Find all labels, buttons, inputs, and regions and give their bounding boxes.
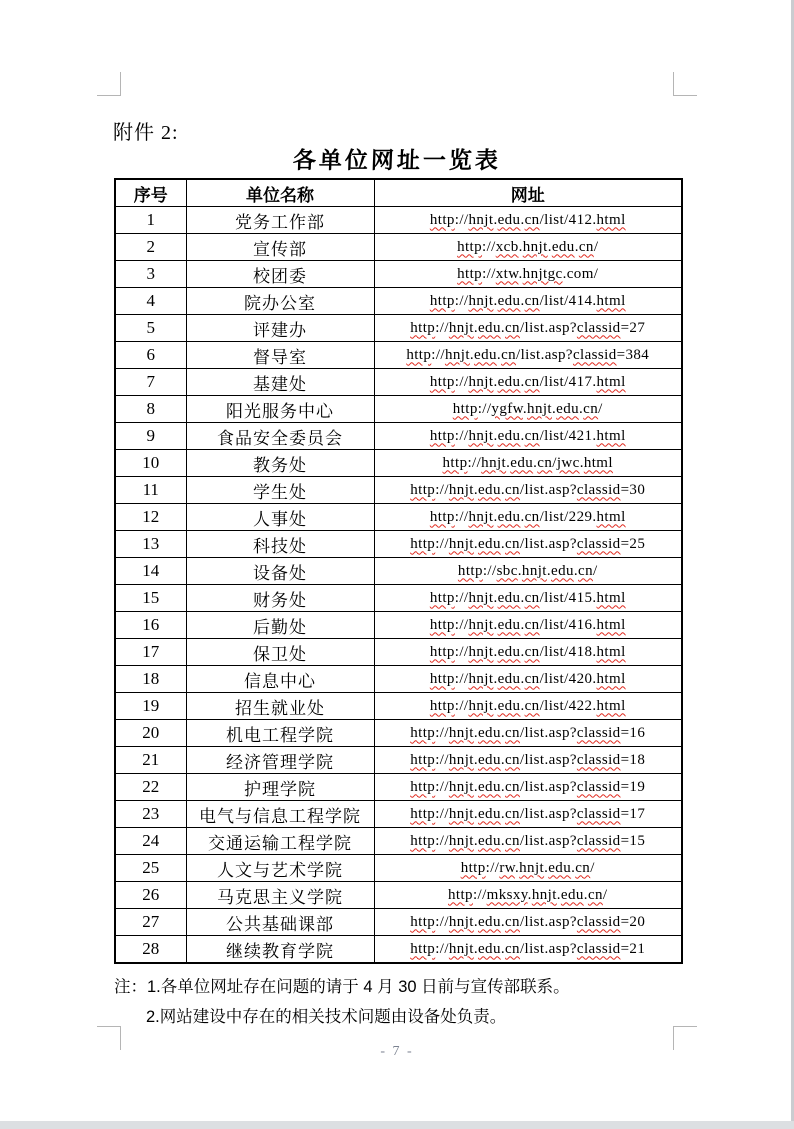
spellcheck-underline: hnjt [468,427,494,444]
unit-url-cell: http://hnjt.edu.cn/list.asp?classid=18 [374,747,682,774]
table-row [115,450,682,477]
row-number-cell: 2 [115,234,186,261]
row-number-cell: 15 [115,585,186,612]
table-row [115,585,682,612]
spellcheck-underline: cn [505,751,520,768]
unit-name-cell: 保卫处 [186,639,374,666]
spellcheck-underline: http [410,319,436,336]
column-header-url: 网址 [374,179,682,207]
column-header-index: 序号 [115,179,186,207]
spellcheck-underline: hnjt [519,859,545,876]
unit-name-cell: 经济管理学院 [186,747,374,774]
text-boundary-mark-top-left [97,72,121,96]
attachment-label: 附件 2: [113,122,179,144]
row-number-cell: 3 [115,261,186,288]
unit-url-cell: http://hnjt.edu.cn/list.asp?classid=20 [374,909,682,936]
table-row [115,504,682,531]
row-number-cell: 13 [115,531,186,558]
table-row [115,801,682,828]
unit-name-cell: 招生就业处 [186,693,374,720]
spellcheck-underline: html [596,508,626,525]
spellcheck-underline: http [429,292,455,309]
table-row [115,396,682,423]
unit-name-cell: 基建处 [186,369,374,396]
table-row [115,477,682,504]
table-row [115,909,682,936]
unit-url-cell: http://hnjt.edu.cn/list/229.html [374,504,682,531]
spellcheck-underline: hnjtgc [522,265,563,282]
unit-url-cell: http://xcb.hnjt.edu.cn/ [374,234,682,261]
spellcheck-underline: hnjt [468,670,494,687]
spellcheck-underline: hnjt [468,508,494,525]
spellcheck-underline: cn [505,535,520,552]
spellcheck-underline: edu [477,805,501,822]
unit-name-cell: 阳光服务中心 [186,396,374,423]
spellcheck-underline: http [410,778,436,795]
table-row [115,693,682,720]
spellcheck-underline: classid [576,832,621,849]
spellcheck-underline: cn [578,562,593,579]
spellcheck-underline: html [596,643,626,660]
note-line-2: 2.网站建设中存在的相关技术问题由设备处负责。 [146,1008,507,1026]
spellcheck-underline: classid [576,481,621,498]
unit-url-cell: http://hnjt.edu.cn/list.asp?classid=384 [374,342,682,369]
spellcheck-underline: cn [575,859,591,876]
spellcheck-underline: cn [505,319,520,336]
spellcheck-underline: cn [505,940,520,957]
spellcheck-underline: edu [497,697,521,714]
spellcheck-underline: http [457,265,483,282]
spellcheck-underline: edu [497,373,521,390]
spellcheck-underline: edu [548,859,572,876]
spellcheck-underline: classid [576,778,621,795]
row-number-cell: 19 [115,693,186,720]
table-row [115,207,682,234]
table-row [115,774,682,801]
spellcheck-underline: cn [537,454,553,471]
unit-url-cell: http://rw.hnjt.edu.cn/ [374,855,682,882]
spellcheck-underline: edu [497,211,521,228]
spellcheck-underline: html [583,454,613,471]
spellcheck-underline: hnjt [448,778,474,795]
spellcheck-underline: cn [501,346,517,363]
spellcheck-underline: html [596,427,626,444]
row-number-cell: 24 [115,828,186,855]
spellcheck-underline: cn [524,427,540,444]
spellcheck-underline: hnjt [468,292,494,309]
table-header-row [115,179,682,207]
spellcheck-underline: http [410,724,436,741]
unit-url-cell: http://mksxy.hnjt.edu.cn/ [374,882,682,909]
table-row [115,558,682,585]
spellcheck-underline: classid [576,319,621,336]
spellcheck-underline: cn [505,913,520,930]
spellcheck-underline: http [429,670,455,687]
spellcheck-underline: edu [497,589,521,606]
spellcheck-underline: classid [576,724,621,741]
unit-name-cell: 护理学院 [186,774,374,801]
spellcheck-underline: cn [524,670,540,687]
spellcheck-underline: xcb [495,238,519,255]
unit-name-cell: 学生处 [186,477,374,504]
spellcheck-underline: cn [524,616,540,633]
spellcheck-underline: edu [477,319,501,336]
spellcheck-underline: classid [572,346,617,363]
spellcheck-underline: sbc [496,562,518,579]
spellcheck-underline: http [410,481,436,498]
unit-url-cell: http://hnjt.edu.cn/list/418.html [374,639,682,666]
unit-name-cell: 党务工作部 [186,207,374,234]
unit-url-cell: http://hnjt.edu.cn/list.asp?classid=25 [374,531,682,558]
table-row [115,882,682,909]
row-number-cell: 21 [115,747,186,774]
spellcheck-underline: http [457,238,483,255]
unit-name-cell: 科技处 [186,531,374,558]
spellcheck-underline: hnjt [468,643,494,660]
spellcheck-underline: edu [497,616,521,633]
row-number-cell: 12 [115,504,186,531]
row-number-cell: 25 [115,855,186,882]
unit-name-cell: 校团委 [186,261,374,288]
spellcheck-underline: edu [497,427,521,444]
unit-name-cell: 信息中心 [186,666,374,693]
unit-url-cell: http://hnjt.edu.cn/list/414.html [374,288,682,315]
unit-url-cell: http://hnjt.edu.cn/list.asp?classid=17 [374,801,682,828]
spellcheck-underline: classid [576,913,621,930]
row-number-cell: 16 [115,612,186,639]
unit-name-cell: 机电工程学院 [186,720,374,747]
spellcheck-underline: hnjt [468,589,494,606]
row-number-cell: 9 [115,423,186,450]
unit-url-cell: http://hnjt.edu.cn/list/416.html [374,612,682,639]
spellcheck-underline: edu [560,886,584,903]
table-row [115,936,682,964]
spellcheck-underline: http [452,400,478,417]
spellcheck-underline: ygfw [491,400,523,417]
spellcheck-underline: html [596,211,626,228]
table-row [115,639,682,666]
spellcheck-underline: edu [477,832,501,849]
spellcheck-underline: hnjt [448,913,474,930]
unit-name-cell: 人文与艺术学院 [186,855,374,882]
spellcheck-underline: classid [576,805,621,822]
spellcheck-underline: mksxy [486,886,528,903]
unit-url-cell: http://hnjt.edu.cn/list/421.html [374,423,682,450]
spellcheck-underline: rw [499,859,515,876]
spellcheck-underline: hnjt [444,346,470,363]
unit-name-cell: 教务处 [186,450,374,477]
spellcheck-underline: hnjt [448,535,474,552]
table-row [115,234,682,261]
text-boundary-mark-top-right [673,72,697,96]
spellcheck-underline: hnjt [448,940,474,957]
spellcheck-underline: edu [477,751,501,768]
row-number-cell: 17 [115,639,186,666]
unit-name-cell: 财务处 [186,585,374,612]
spellcheck-underline: http [442,454,468,471]
unit-url-cell: http://hnjt.edu.cn/list.asp?classid=30 [374,477,682,504]
table-row [115,612,682,639]
unit-url-cell: http://hnjt.edu.cn/jwc.html [374,450,682,477]
unit-url-cell: http://hnjt.edu.cn/list/422.html [374,693,682,720]
unit-url-cell: http://hnjt.edu.cn/list.asp?classid=19 [374,774,682,801]
spellcheck-underline: edu [477,913,501,930]
spellcheck-underline: hnjt [521,562,547,579]
spellcheck-underline: edu [477,940,501,957]
unit-name-cell: 食品安全委员会 [186,423,374,450]
unit-name-cell: 人事处 [186,504,374,531]
spellcheck-underline: http [429,697,455,714]
table-row [115,261,682,288]
spellcheck-underline: html [596,616,626,633]
spellcheck-underline: html [596,373,626,390]
spellcheck-underline: cn [505,724,520,741]
spellcheck-underline: edu [497,508,521,525]
spellcheck-underline: cn [524,643,540,660]
row-number-cell: 7 [115,369,186,396]
spellcheck-underline: edu [551,238,575,255]
note-line-1: 注：1.各单位网址存在问题的请于 4 月 30 日前与宣传部联系。 [114,978,570,996]
table-row [115,315,682,342]
spellcheck-underline: cn [505,778,520,795]
page-number: - 7 - [380,1044,414,1059]
spellcheck-underline: cn [524,292,540,309]
table-row [115,531,682,558]
table-row [115,720,682,747]
spellcheck-underline: cn [578,238,594,255]
spellcheck-underline: edu [497,643,521,660]
spellcheck-underline: html [596,589,626,606]
spellcheck-underline: http [429,616,455,633]
spellcheck-underline: cn [524,211,540,228]
unit-url-cell: http://ygfw.hnjt.edu.cn/ [374,396,682,423]
spellcheck-underline: http [429,427,455,444]
row-number-cell: 4 [115,288,186,315]
unit-name-cell: 交通运输工程学院 [186,828,374,855]
row-number-cell: 23 [115,801,186,828]
spellcheck-underline: hnjt [448,805,474,822]
row-number-cell: 11 [115,477,186,504]
unit-name-cell: 继续教育学院 [186,936,374,964]
spellcheck-underline: http [410,913,436,930]
spellcheck-underline: edu [551,562,574,579]
row-number-cell: 8 [115,396,186,423]
row-number-cell: 10 [115,450,186,477]
spellcheck-underline: cn [524,697,540,714]
spellcheck-underline: http [429,589,455,606]
units-url-table [114,178,683,964]
unit-url-cell: http://hnjt.edu.cn/list/415.html [374,585,682,612]
spellcheck-underline: hnjt [522,238,548,255]
unit-name-cell: 评建办 [186,315,374,342]
spellcheck-underline: http [460,859,486,876]
table-row [115,855,682,882]
table-row [115,828,682,855]
unit-url-cell: http://hnjt.edu.cn/list.asp?classid=27 [374,315,682,342]
column-header-unit-name: 单位名称 [186,179,374,207]
unit-name-cell: 宣传部 [186,234,374,261]
spellcheck-underline: cn [524,589,540,606]
spellcheck-underline: hnjt [468,697,494,714]
row-number-cell: 26 [115,882,186,909]
spellcheck-underline: http [429,508,455,525]
row-number-cell: 27 [115,909,186,936]
spellcheck-underline: jwc [556,454,580,471]
page-edge-bottom [0,1121,794,1129]
spellcheck-underline: classid [576,940,621,957]
spellcheck-underline: cn [583,400,599,417]
row-number-cell: 22 [115,774,186,801]
spellcheck-underline: edu [556,400,579,417]
spellcheck-underline: http [410,751,436,768]
spellcheck-underline: cn [587,886,603,903]
spellcheck-underline: edu [474,346,497,363]
spellcheck-underline: edu [477,778,501,795]
row-number-cell: 28 [115,936,186,964]
page-title: 各单位网址一览表 [292,148,502,173]
spellcheck-underline: http [457,562,483,579]
unit-url-cell: http://hnjt.edu.cn/list.asp?classid=21 [374,936,682,964]
table-row [115,342,682,369]
table-row [115,369,682,396]
spellcheck-underline: hnjt [468,616,494,633]
spellcheck-underline: classid [576,535,621,552]
spellcheck-underline: cn [524,373,540,390]
unit-name-cell: 院办公室 [186,288,374,315]
spellcheck-underline: edu [477,481,501,498]
unit-url-cell: http://hnjt.edu.cn/list/412.html [374,207,682,234]
spellcheck-underline: hnjt [527,400,552,417]
spellcheck-underline: edu [497,670,521,687]
spellcheck-underline: http [429,373,455,390]
table-row [115,747,682,774]
row-number-cell: 14 [115,558,186,585]
spellcheck-underline: html [596,697,626,714]
spellcheck-underline: hnjt [448,481,474,498]
spellcheck-underline: http [410,832,436,849]
table-row [115,288,682,315]
spellcheck-underline: hnjt [481,454,507,471]
spellcheck-underline: xtw [495,265,519,282]
spellcheck-underline: cn [505,481,520,498]
row-number-cell: 6 [115,342,186,369]
spellcheck-underline: http [429,643,455,660]
unit-name-cell: 电气与信息工程学院 [186,801,374,828]
table-row [115,666,682,693]
unit-name-cell: 马克思主义学院 [186,882,374,909]
spellcheck-underline: hnjt [448,724,474,741]
row-number-cell: 18 [115,666,186,693]
spellcheck-underline: html [596,292,626,309]
unit-name-cell: 设备处 [186,558,374,585]
table-row [115,423,682,450]
spellcheck-underline: edu [510,454,534,471]
spellcheck-underline: edu [477,535,501,552]
unit-url-cell: http://xtw.hnjtgc.com/ [374,261,682,288]
spellcheck-underline: http [410,805,436,822]
spellcheck-underline: hnjt [448,319,474,336]
spellcheck-underline: http [429,211,455,228]
spellcheck-underline: http [448,886,473,903]
spellcheck-underline: hnjt [468,211,494,228]
unit-url-cell: http://sbc.hnjt.edu.cn/ [374,558,682,585]
spellcheck-underline: html [596,670,626,687]
unit-name-cell: 后勤处 [186,612,374,639]
unit-name-cell: 督导室 [186,342,374,369]
spellcheck-underline: hnjt [448,832,474,849]
row-number-cell: 1 [115,207,186,234]
spellcheck-underline: hnjt [531,886,557,903]
spellcheck-underline: http [410,940,436,957]
spellcheck-underline: cn [505,805,520,822]
unit-url-cell: http://hnjt.edu.cn/list/420.html [374,666,682,693]
row-number-cell: 20 [115,720,186,747]
unit-url-cell: http://hnjt.edu.cn/list.asp?classid=16 [374,720,682,747]
spellcheck-underline: hnjt [448,751,474,768]
spellcheck-underline: hnjt [468,373,494,390]
unit-url-cell: http://hnjt.edu.cn/list.asp?classid=15 [374,828,682,855]
row-number-cell: 5 [115,315,186,342]
spellcheck-underline: classid [576,751,621,768]
spellcheck-underline: cn [524,508,540,525]
spellcheck-underline: http [406,346,432,363]
unit-url-cell: http://hnjt.edu.cn/list/417.html [374,369,682,396]
spellcheck-underline: edu [497,292,521,309]
spellcheck-underline: cn [505,832,520,849]
spellcheck-underline: http [410,535,436,552]
spellcheck-underline: edu [477,724,501,741]
unit-name-cell: 公共基础课部 [186,909,374,936]
